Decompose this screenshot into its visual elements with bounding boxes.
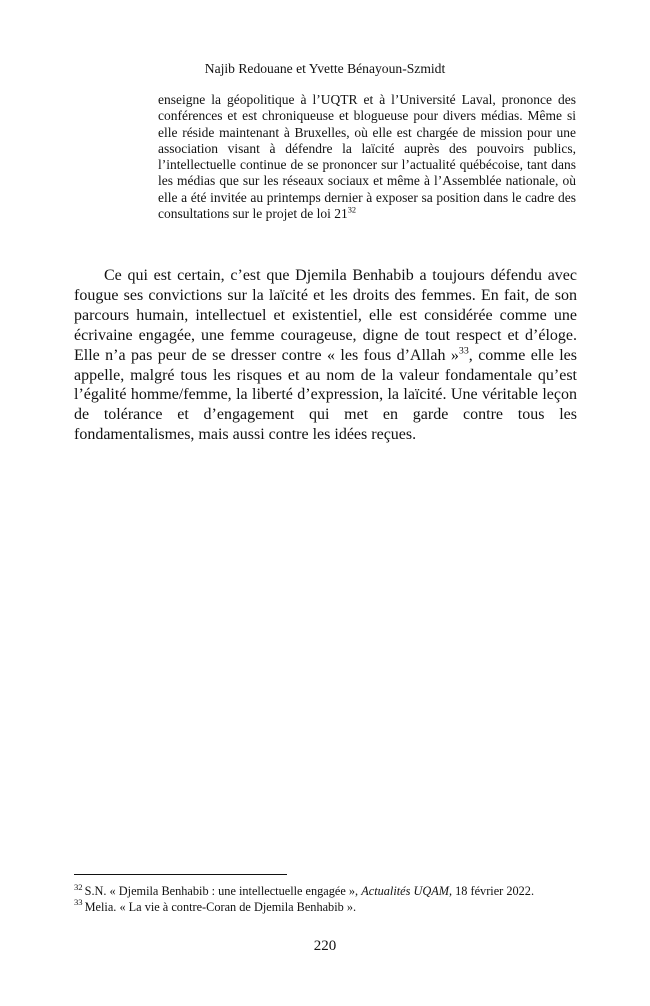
body-paragraph-part2: , comme elle les appelle, malgré tous les risques et au nom de la valeur fondamentale qu’est l’égalité homme/femme, la liberté d’expression, la laïcité. Une véritable leçon de tolérance et d’engagement qui met en garde contre tous les fondamentalismes, mais aussi contre les idées reçues. [74, 346, 577, 444]
body-paragraph [74, 266, 577, 445]
footnote-ref-33[interactable]: 33 [458, 345, 469, 357]
footnote-source-title: Actualités UQAM, [361, 884, 453, 898]
footnote-32 [74, 881, 594, 900]
footnote-text: Melia. « La vie à contre-Coran de Djemila Benhabib ». [84, 899, 357, 914]
footnote-ref-32[interactable]: 32 [347, 205, 357, 215]
footnote-number: 33 [74, 897, 83, 908]
block-quote [158, 92, 576, 222]
footnotes [74, 881, 594, 915]
footnote-text: S.N. « Djemila Benhabib : une intellectuelle engagée », [84, 884, 362, 898]
footnote-text-end: 18 février 2022. [452, 884, 535, 898]
body-paragraph-part1: Ce qui est certain, c’est que Djemila Benhabib a toujours défendu avec fougue ses convictions sur la laïcité et les droits des femmes. En fait, de son parcours humain, intellectuel et existentiel, elle est considérée comme une écrivaine engagée, une femme courageuse, digne de tout respect et d’éloge. Elle n’a pas peur de se dresser contre « les fous d’Allah » [74, 267, 577, 364]
footnote-separator [74, 874, 287, 875]
page-number: 220 [313, 938, 337, 954]
footnote-33 [74, 897, 594, 916]
block-quote-text: enseigne la géopolitique à l’UQTR et à l’Université Laval, prononce des conférences et est chroniqueuse et blogueuse pour divers médias. Même si elle réside maintenant à Bruxelles, où elle est chargée de mission pour une association visant à défendre la laïcité auprès des pouvoirs publics, l’intellectuelle continue de se prononcer sur l’actualité québécoise, tant dans les médias que sur les réseaux sociaux et même à l’Assemblée nationale, où elle a été invitée au printemps dernier à exposer sa position dans le cadre des consultations sur le projet de loi 21 [158, 92, 576, 222]
running-header: Najib Redouane et Yvette Bénayoun-Szmidt [204, 61, 446, 76]
footnote-number: 32 [74, 881, 83, 892]
